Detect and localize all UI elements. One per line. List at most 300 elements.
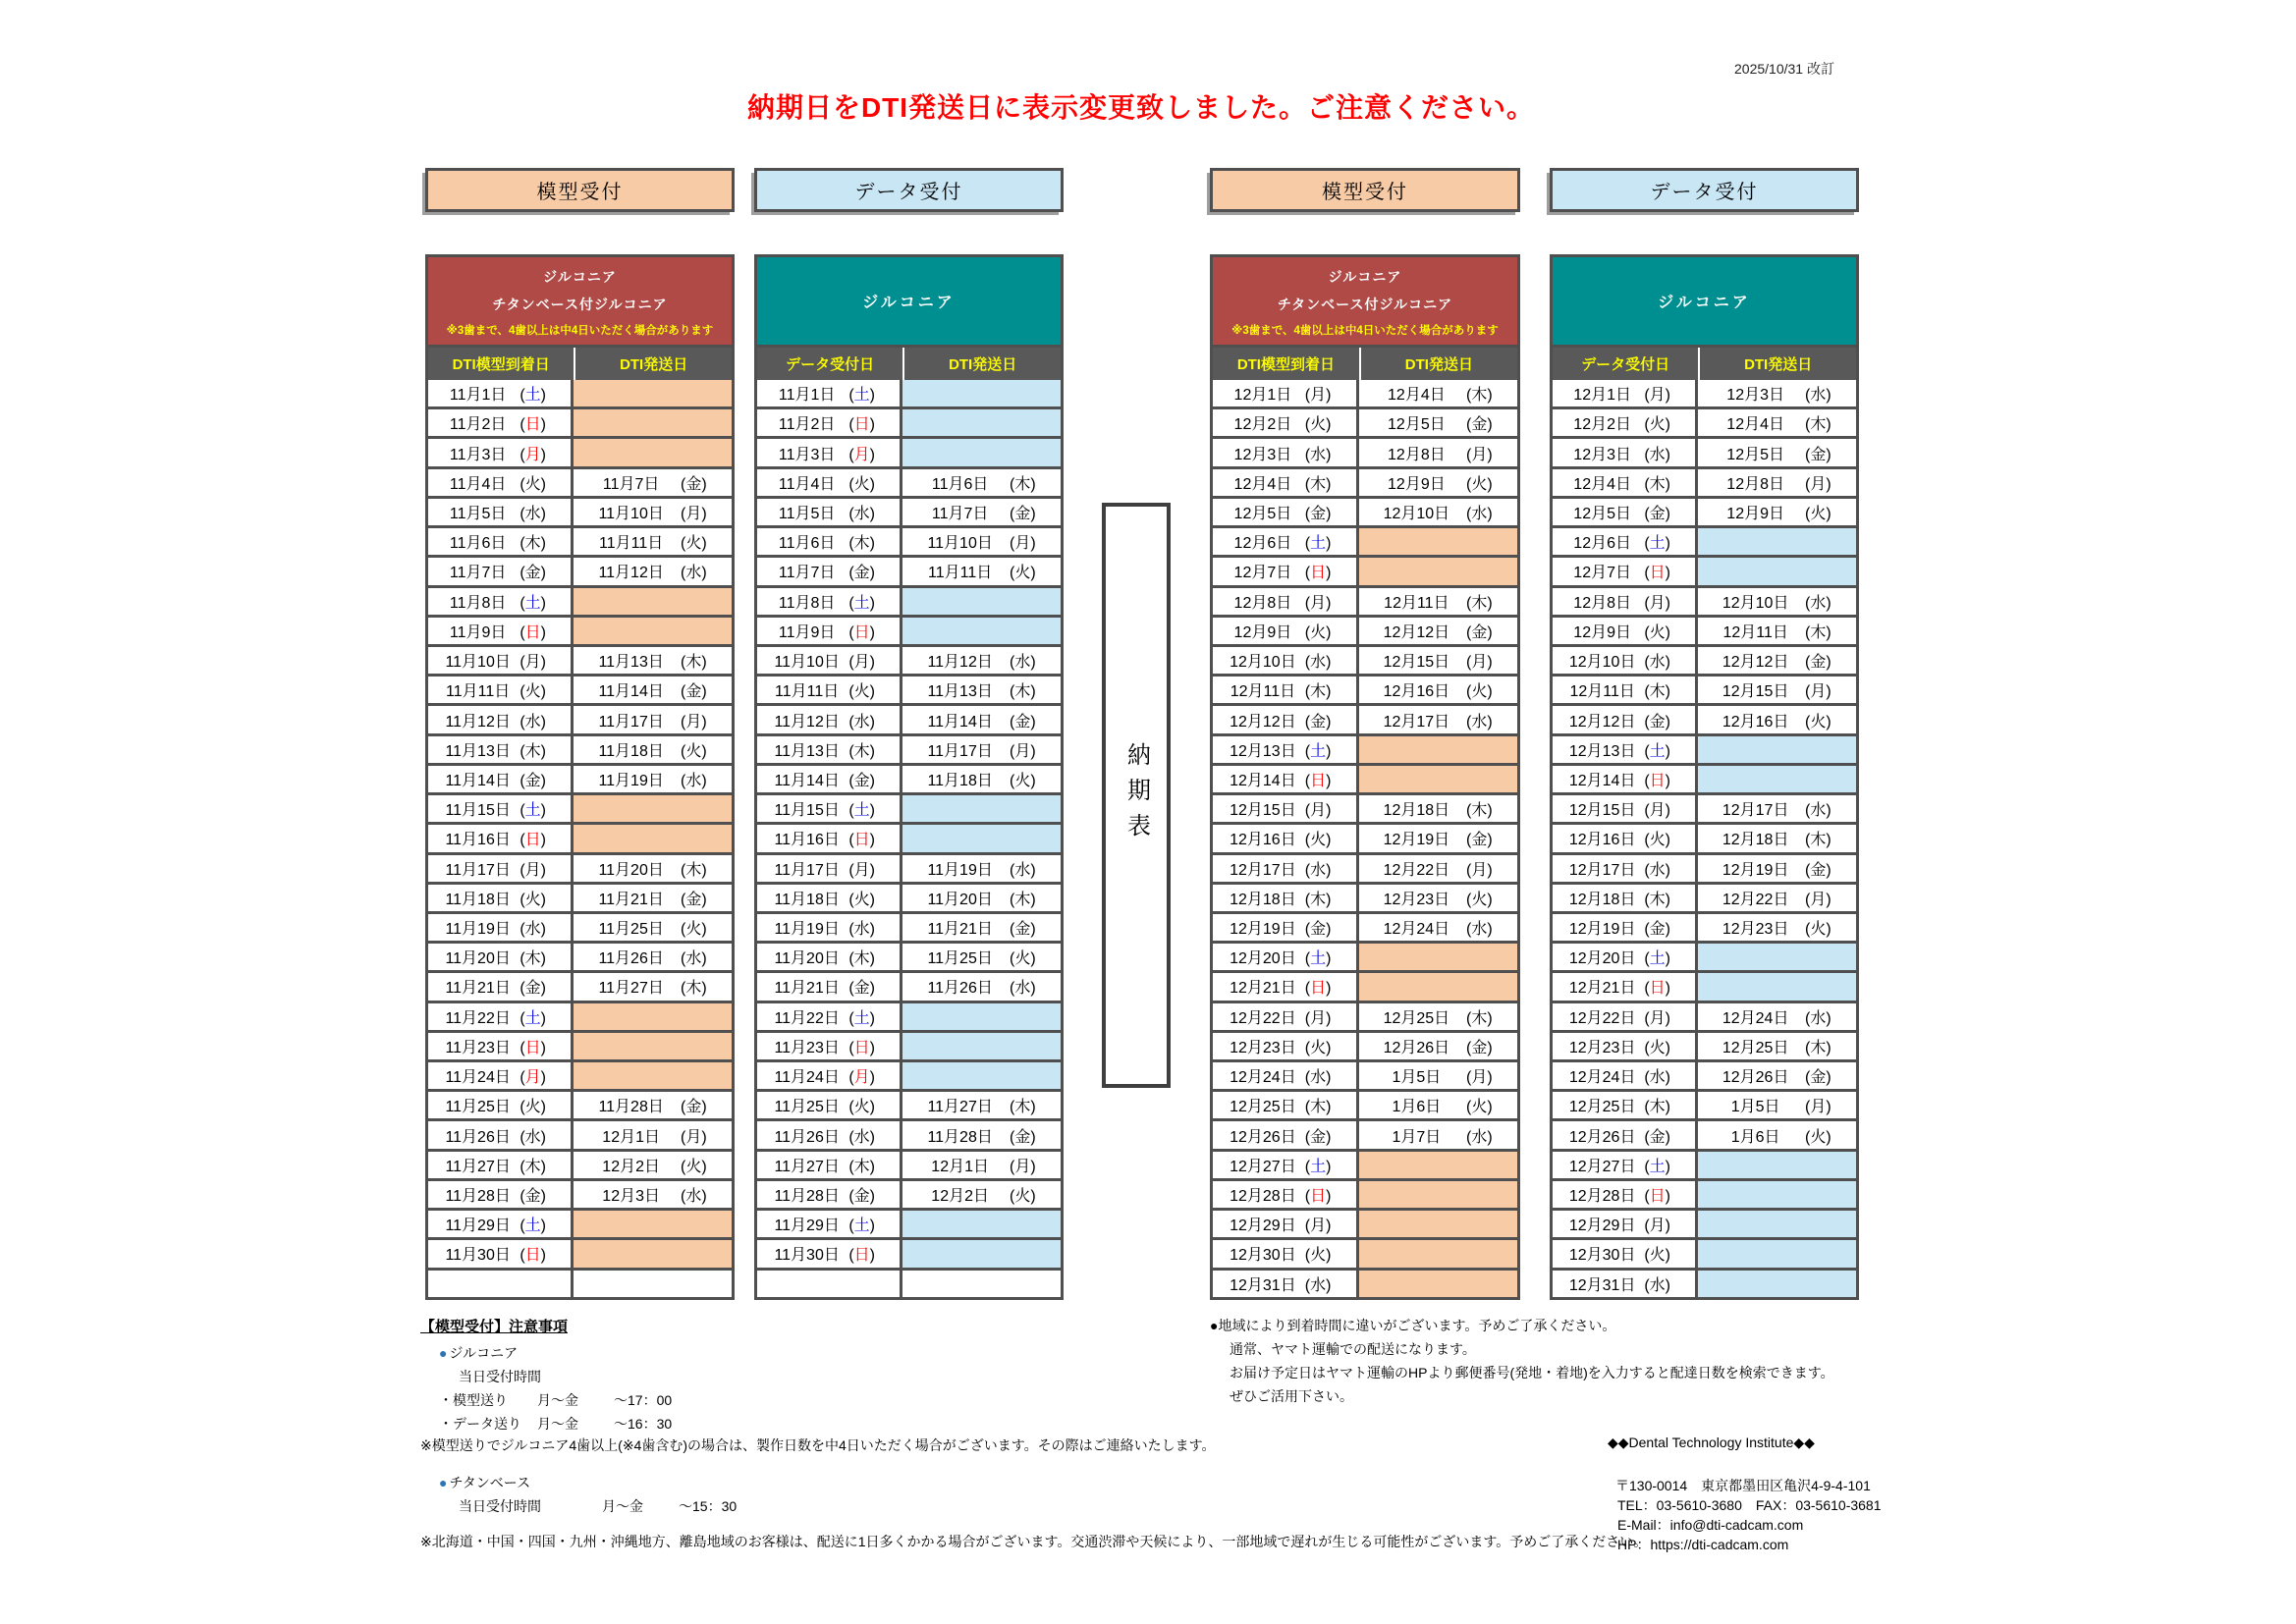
blue-bullet-icon: ●	[439, 1475, 448, 1490]
weekday-char: 火	[1310, 623, 1327, 641]
ship-date: 11月19日	[927, 861, 993, 879]
ship-date-cell	[1698, 1211, 1856, 1237]
ship-date-cell	[574, 1152, 732, 1178]
receipt-weekday: (木)	[1644, 891, 1670, 908]
ship-date: 11月17日	[598, 713, 664, 731]
receipt-date: 11月14日	[445, 772, 511, 789]
ship-date-cell	[1698, 588, 1856, 615]
ship-weekday: (木)	[1465, 802, 1493, 820]
weekday-char: 木	[524, 535, 541, 553]
receipt-date-cell	[757, 1092, 902, 1118]
data-send-days: 月～金	[537, 1416, 578, 1432]
receipt-date: 11月11日	[775, 683, 840, 701]
zirconia-bullet-line	[439, 1343, 518, 1363]
receipt-weekday: (月)	[519, 861, 546, 879]
weekday-char: 木	[853, 950, 870, 968]
ship-date-cell	[1698, 736, 1856, 763]
receipt-date-cell	[1553, 885, 1698, 911]
receipt-date: 11月12日	[774, 713, 840, 731]
receipt-date-cell	[1213, 766, 1359, 792]
receipt-date: 12月13日	[1568, 742, 1636, 760]
receipt-date: 11月13日	[445, 742, 511, 760]
ship-weekday: (金)	[1009, 713, 1036, 731]
schedule-table	[1550, 254, 1859, 1300]
ship-weekday: (金)	[1465, 623, 1493, 641]
ship-date-cell	[1698, 1271, 1856, 1297]
weekday-char: 土	[1310, 535, 1327, 553]
schedule-table	[1210, 254, 1520, 1300]
ship-date: 12月11日	[1384, 594, 1449, 612]
group-november-model	[425, 168, 735, 1300]
ship-date: 12月15日	[1722, 683, 1789, 701]
ship-date-cell	[1698, 825, 1856, 851]
table-row	[1553, 1001, 1856, 1030]
column-headers	[1553, 348, 1856, 380]
receipt-date-cell	[428, 409, 574, 436]
weekday-char: 日	[524, 832, 541, 849]
receipt-date: 12月24日	[1568, 1069, 1636, 1087]
weekday-char: 水	[1471, 505, 1488, 522]
receipt-date: 11月28日	[445, 1188, 511, 1206]
receipt-date-cell	[757, 973, 902, 1000]
ship-weekday: (金)	[1465, 832, 1493, 849]
receipt-weekday: (土)	[1644, 950, 1670, 968]
ship-date-cell	[1359, 1033, 1517, 1059]
ship-date-cell	[1359, 469, 1517, 496]
receipt-date: 12月24日	[1230, 1069, 1296, 1087]
receipt-weekday: (火)	[1304, 416, 1332, 434]
receipt-date: 12月17日	[1568, 861, 1636, 879]
receipt-date-cell	[757, 1003, 902, 1030]
receipt-date-cell	[1553, 677, 1698, 703]
receipt-weekday: (木)	[1304, 891, 1332, 908]
ship-weekday: (木)	[1804, 1039, 1831, 1056]
table-row	[757, 822, 1061, 851]
receipt-weekday: (金)	[519, 565, 546, 582]
weekday-char: 金	[1310, 505, 1327, 522]
weekday-char: 月	[1810, 683, 1827, 701]
ship-date-cell	[1359, 914, 1517, 941]
titanium-subheading: 当日受付時間	[459, 1498, 541, 1514]
receipt-date: 12月8日	[1233, 594, 1292, 612]
weekday-char: 水	[1810, 594, 1827, 612]
weekday-char: 水	[853, 1128, 870, 1146]
receipt-date: 11月27日	[445, 1158, 511, 1175]
ship-weekday: (木)	[1465, 387, 1493, 405]
ship-date-cell	[902, 1092, 1061, 1118]
weekday-char: 土	[524, 594, 541, 612]
revision-date: 2025/10/31 改訂	[1734, 61, 1834, 77]
ship-date: 12月22日	[1722, 891, 1789, 908]
weekday-char: 水	[685, 565, 702, 582]
receipt-weekday: (日)	[1304, 980, 1332, 998]
ship-date-cell	[1359, 795, 1517, 822]
blue-bullet-icon: ●	[439, 1345, 448, 1361]
receipt-date-cell	[1553, 1062, 1698, 1089]
receipt-weekday: (火)	[1304, 1247, 1332, 1265]
table-row	[757, 406, 1061, 436]
ship-date: 11月26日	[598, 950, 664, 968]
weekday-char: 火	[1310, 1247, 1327, 1265]
receipt-date: 12月15日	[1568, 802, 1636, 820]
table-row	[757, 911, 1061, 941]
table-row	[757, 1001, 1061, 1030]
receipt-date: 12月4日	[1573, 475, 1631, 493]
table-row	[1213, 911, 1517, 941]
ship-weekday: (火)	[1465, 683, 1493, 701]
product-note: ※3歯まで、4歯以上は中4日いただく場合があります	[1231, 325, 1499, 337]
weekday-char: 日	[1310, 1188, 1327, 1206]
ship-weekday: (月)	[1804, 475, 1831, 493]
weekday-char: 木	[1014, 1099, 1031, 1116]
ship-date-cell	[574, 1062, 732, 1089]
table-row	[1553, 615, 1856, 644]
ship-date-cell	[1359, 380, 1517, 406]
receipt-date-cell	[428, 1240, 574, 1267]
receipt-weekday: (木)	[1304, 475, 1332, 493]
weekday-char: 土	[853, 387, 870, 405]
weekday-char: 月	[853, 654, 870, 672]
ship-date-cell	[1359, 558, 1517, 584]
ship-date-cell	[574, 499, 732, 525]
table-row	[428, 1149, 732, 1178]
weekday-char: 金	[1649, 921, 1666, 939]
weekday-char: 木	[1014, 891, 1031, 908]
weekday-char: 月	[1649, 594, 1666, 612]
ship-weekday: (金)	[1465, 1039, 1493, 1056]
ship-date: 1月5日	[1730, 1099, 1780, 1116]
receipt-date: 11月26日	[445, 1128, 511, 1146]
receipt-weekday: (金)	[848, 1188, 875, 1206]
ship-weekday: (木)	[1009, 475, 1036, 493]
column-headers	[1213, 348, 1517, 380]
weekday-char: 金	[1471, 1039, 1488, 1056]
receipt-date: 11月9日	[778, 623, 836, 641]
receipt-weekday: (金)	[848, 565, 875, 582]
ship-date-cell	[574, 944, 732, 970]
ship-date-cell	[1359, 1062, 1517, 1089]
receipt-weekday: (金)	[519, 980, 546, 998]
table-row	[1213, 852, 1517, 882]
weekday-char: 月	[853, 1069, 870, 1087]
ship-date-cell	[902, 944, 1061, 970]
weekday-char: 月	[1310, 802, 1327, 820]
table-row	[757, 970, 1061, 1000]
table-row	[1553, 733, 1856, 763]
table-row	[757, 615, 1061, 644]
ship-weekday: (金)	[680, 683, 707, 701]
weekday-char: 日	[524, 1039, 541, 1056]
table-row	[428, 1237, 732, 1267]
ship-date: 12月8日	[1388, 446, 1446, 463]
weekday-char: 金	[1649, 505, 1666, 522]
weekday-char: 火	[685, 742, 702, 760]
receipt-date: 12月16日	[1230, 832, 1296, 849]
ship-date-cell	[1698, 766, 1856, 792]
ship-weekday: (金)	[1009, 505, 1036, 522]
ship-date-cell	[1359, 528, 1517, 555]
please-use-note: ぜひご活用下さい。	[1230, 1388, 1353, 1404]
weekday-char: 土	[1649, 742, 1666, 760]
ship-date-cell	[574, 973, 732, 1000]
receipt-date: 12月7日	[1573, 565, 1631, 582]
weekday-char: 土	[524, 1218, 541, 1235]
receipt-date: 11月4日	[449, 475, 507, 493]
weekday-char: 火	[1471, 1099, 1488, 1116]
weekday-char: 火	[1649, 623, 1666, 641]
table-row	[428, 911, 732, 941]
receipt-weekday: (日)	[519, 1039, 546, 1056]
ship-date: 12月15日	[1383, 654, 1450, 672]
receipt-date: 11月3日	[449, 446, 507, 463]
data-send-label: ・データ送り	[439, 1416, 521, 1432]
table-row	[428, 970, 732, 1000]
weekday-char: 木	[1310, 683, 1327, 701]
weekday-char: 火	[524, 475, 541, 493]
weekday-char: 金	[524, 772, 541, 789]
receipt-date-cell	[757, 885, 902, 911]
receipt-date: 11月29日	[774, 1218, 840, 1235]
weekday-char: 金	[1310, 1128, 1327, 1146]
ship-weekday: (金)	[1009, 921, 1036, 939]
ship-date-cell	[1698, 1033, 1856, 1059]
col-header-ship: DTI発送日	[902, 348, 1061, 380]
ship-date-cell	[902, 588, 1061, 615]
receipt-date-cell	[757, 677, 902, 703]
table-row	[1213, 406, 1517, 436]
receipt-date: 11月9日	[449, 623, 507, 641]
receipt-weekday: (日)	[1304, 772, 1332, 789]
ship-weekday: (金)	[1804, 1069, 1831, 1087]
receipt-date: 12月3日	[1573, 446, 1631, 463]
receipt-date: 11月14日	[774, 772, 840, 789]
ship-date-cell	[1698, 944, 1856, 970]
receipt-date-cell	[1553, 914, 1698, 941]
receipt-date-cell	[1553, 795, 1698, 822]
receipt-date-cell	[757, 1240, 902, 1267]
ship-date: 12月18日	[1722, 832, 1789, 849]
weekday-char: 土	[853, 1009, 870, 1027]
receipt-date: 12月19日	[1568, 921, 1636, 939]
receipt-weekday: (土)	[1304, 1158, 1332, 1175]
ship-date-cell	[574, 558, 732, 584]
ship-date-cell	[902, 1062, 1061, 1089]
ship-date: 12月24日	[1722, 1009, 1789, 1027]
table-row	[757, 882, 1061, 911]
receipt-date: 12月29日	[1568, 1218, 1636, 1235]
ship-weekday: (水)	[1009, 980, 1036, 998]
ship-date: 11月14日	[927, 713, 993, 731]
receipt-date-cell	[757, 588, 902, 615]
receipt-date-cell	[1553, 766, 1698, 792]
ship-weekday: (火)	[1009, 1188, 1036, 1206]
ship-weekday: (木)	[1804, 416, 1831, 434]
receipt-weekday: (日)	[848, 416, 875, 434]
weekday-char: 日	[1649, 772, 1666, 789]
weekday-char: 火	[524, 683, 541, 701]
ship-date: 11月28日	[598, 1099, 664, 1116]
receipt-date-cell	[1213, 439, 1359, 465]
ship-date-cell	[902, 1033, 1061, 1059]
ship-weekday: (木)	[1804, 623, 1831, 641]
weekday-char: 土	[1310, 1158, 1327, 1175]
receipt-weekday: (水)	[848, 1128, 875, 1146]
ship-date-cell	[574, 409, 732, 436]
weekday-char: 金	[1471, 623, 1488, 641]
ship-weekday: (月)	[1009, 535, 1036, 553]
ship-date: 12月9日	[1726, 505, 1784, 522]
receipt-date: 11月29日	[445, 1218, 511, 1235]
weekday-char: 水	[685, 950, 702, 968]
receipt-weekday: (火)	[1304, 832, 1332, 849]
ship-weekday: (金)	[1804, 654, 1831, 672]
table-row	[1213, 970, 1517, 1000]
ship-date: 12月3日	[602, 1188, 660, 1206]
ship-weekday: (火)	[1465, 475, 1493, 493]
receipt-date: 11月1日	[778, 387, 836, 405]
receipt-date-cell	[757, 1033, 902, 1059]
ship-weekday: (火)	[1465, 891, 1493, 908]
receipt-date-cell	[757, 499, 902, 525]
receipt-weekday: (水)	[848, 713, 875, 731]
receipt-weekday: (火)	[848, 891, 875, 908]
weekday-char: 月	[685, 505, 702, 522]
receipt-date: 11月25日	[774, 1099, 840, 1116]
table-row	[757, 674, 1061, 703]
table-row	[1553, 1208, 1856, 1237]
receipt-weekday: (火)	[519, 683, 546, 701]
ship-date: 1月6日	[1730, 1128, 1780, 1146]
receipt-date-cell	[1213, 1033, 1359, 1059]
ship-weekday: (月)	[1009, 1158, 1036, 1175]
delivery-schedule-vertical-label	[1102, 503, 1171, 1088]
receipt-date-cell	[428, 1271, 574, 1297]
table-row	[1213, 496, 1517, 525]
table-row	[1553, 1059, 1856, 1089]
weekday-char: 木	[1014, 475, 1031, 493]
ship-weekday: (火)	[1804, 713, 1831, 731]
ship-date: 12月25日	[1722, 1039, 1789, 1056]
ship-weekday: (火)	[680, 921, 707, 939]
weekday-char: 金	[853, 980, 870, 998]
col-header-ship: DTI発送日	[1698, 348, 1856, 380]
weekday-char: 金	[853, 772, 870, 789]
receipt-date: 11月16日	[445, 832, 511, 849]
ship-date: 11月12日	[927, 654, 993, 672]
receipt-date: 12月14日	[1230, 772, 1296, 789]
receipt-weekday: (火)	[1644, 1039, 1670, 1056]
ship-date-cell	[1698, 469, 1856, 496]
weekday-char: 火	[1649, 416, 1666, 434]
table-row	[757, 1118, 1061, 1148]
weekday-char: 土	[524, 387, 541, 405]
receipt-date-cell	[757, 647, 902, 674]
ship-date: 11月21日	[598, 891, 664, 908]
weekday-char: 火	[1810, 921, 1827, 939]
ship-date: 12月23日	[1722, 921, 1789, 939]
receipt-date-cell	[1553, 855, 1698, 882]
ship-date: 11月20日	[598, 861, 664, 879]
receipt-date-cell	[1553, 380, 1698, 406]
receipt-weekday: (木)	[519, 535, 546, 553]
table-row	[757, 1268, 1061, 1297]
weekday-char: 月	[1014, 742, 1031, 760]
receipt-date-cell	[1553, 1033, 1698, 1059]
table-row	[1213, 1001, 1517, 1030]
receipt-date: 11月6日	[778, 535, 836, 553]
weekday-char: 月	[524, 654, 541, 672]
weekday-char: 月	[524, 861, 541, 879]
ship-date-cell	[902, 1181, 1061, 1208]
receipt-date: 11月30日	[445, 1247, 511, 1265]
weekday-char: 水	[853, 713, 870, 731]
ship-date: 11月21日	[927, 921, 993, 939]
receipt-weekday: (水)	[519, 713, 546, 731]
receipt-date: 11月20日	[445, 950, 511, 968]
weekday-char: 金	[1810, 861, 1827, 879]
receipt-weekday: (土)	[1304, 535, 1332, 553]
weekday-char: 金	[853, 1188, 870, 1206]
receipt-weekday: (日)	[1304, 565, 1332, 582]
group-december-model	[1210, 168, 1520, 1300]
weekday-char: 日	[853, 623, 870, 641]
table-row	[1213, 615, 1517, 644]
receipt-weekday: (日)	[848, 1247, 875, 1265]
receipt-date: 12月30日	[1230, 1247, 1296, 1265]
product-header	[1213, 257, 1517, 348]
receipt-weekday: (水)	[519, 505, 546, 522]
receipt-date-cell	[757, 706, 902, 732]
receipt-date-cell	[428, 1121, 574, 1148]
weekday-char: 木	[524, 950, 541, 968]
ship-date-cell	[1359, 944, 1517, 970]
receipt-date: 11月25日	[445, 1099, 511, 1116]
ship-weekday: (水)	[1465, 505, 1493, 522]
weekday-char: 木	[1471, 594, 1488, 612]
ship-date-cell	[1698, 528, 1856, 555]
receipt-date: 12月11日	[1230, 683, 1296, 701]
receipt-date-cell	[757, 795, 902, 822]
weekday-char: 水	[1649, 1276, 1666, 1294]
weekday-char: 火	[1649, 1039, 1666, 1056]
receipt-weekday: (月)	[519, 446, 546, 463]
receipt-date-cell	[1553, 1003, 1698, 1030]
weekday-char: 木	[685, 980, 702, 998]
weekday-char: 火	[1810, 505, 1827, 522]
ship-weekday: (火)	[1009, 772, 1036, 789]
receipt-date-cell	[428, 618, 574, 644]
ship-date-cell	[1698, 499, 1856, 525]
ship-date-cell	[1359, 1121, 1517, 1148]
ship-weekday: (木)	[1009, 683, 1036, 701]
receipt-date-cell	[1213, 528, 1359, 555]
receipt-weekday: (火)	[1644, 416, 1670, 434]
receipt-date: 12月28日	[1568, 1188, 1636, 1206]
weekday-char: 火	[853, 683, 870, 701]
receipt-weekday: (土)	[848, 594, 875, 612]
weekday-char: 水	[1810, 802, 1827, 820]
weekday-char: 水	[1310, 1276, 1327, 1294]
table-row	[1553, 822, 1856, 851]
ship-weekday: (火)	[680, 742, 707, 760]
col-header-receipt: DTI模型到着日	[1236, 356, 1335, 373]
ship-weekday: (木)	[680, 980, 707, 998]
weekday-char: 水	[1014, 980, 1031, 998]
ship-date-cell	[1359, 1240, 1517, 1267]
ship-date-cell	[1359, 647, 1517, 674]
receipt-date: 12月25日	[1568, 1099, 1636, 1116]
yamato-note: 通常、ヤマト運輸での配送になります。	[1230, 1341, 1476, 1357]
